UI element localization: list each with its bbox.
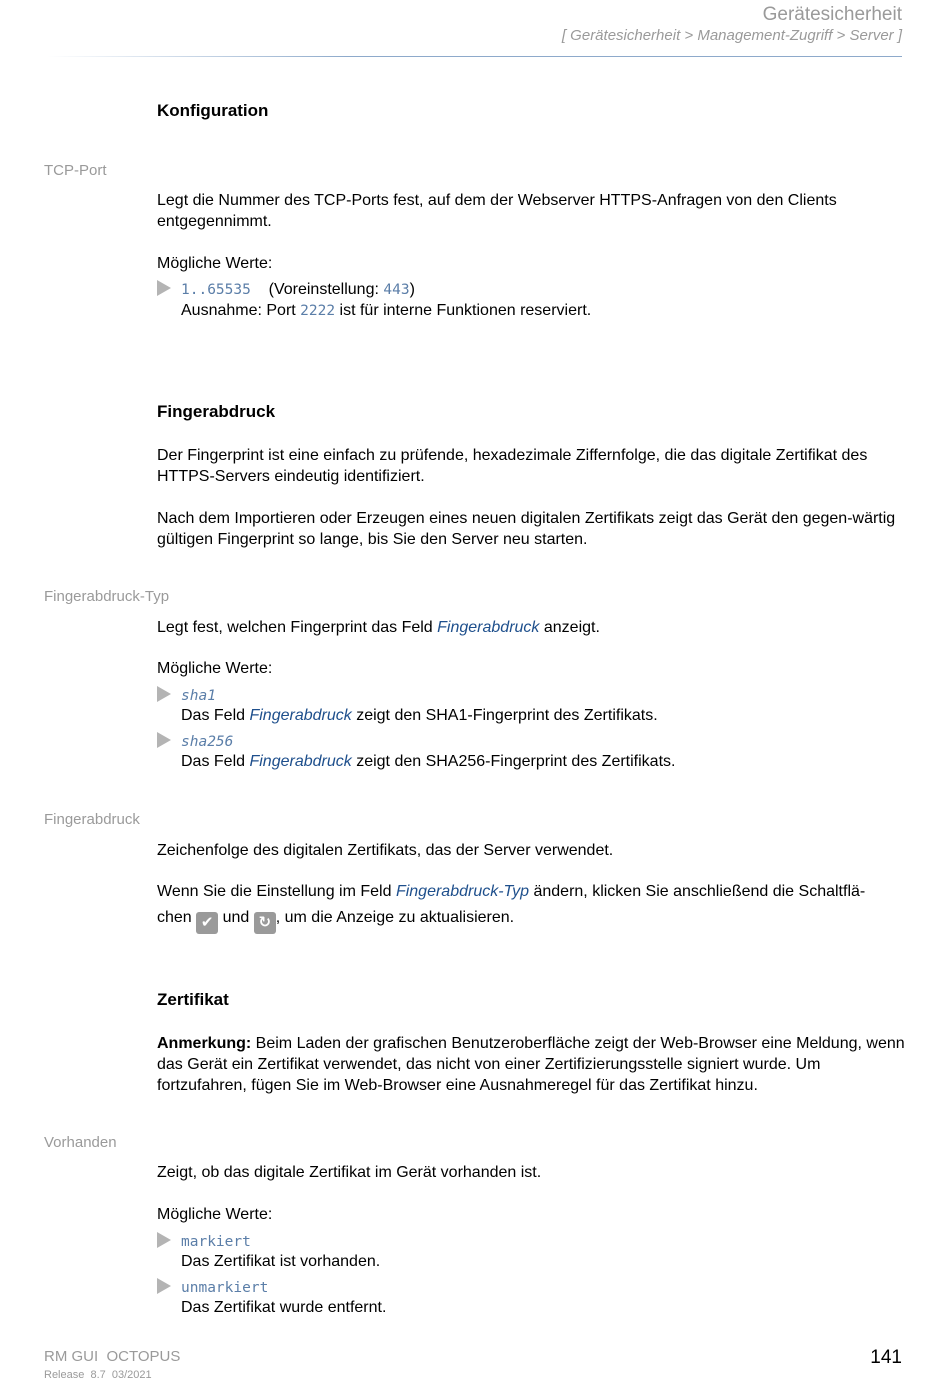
possible-values-label: Mögliche Werte: xyxy=(157,255,273,272)
zertifikat-note xyxy=(157,1033,907,1096)
option-value: markiert xyxy=(181,1234,251,1250)
option-value: sha1 xyxy=(181,688,216,704)
section-heading-zertifikat: Zertifikat xyxy=(157,990,229,1009)
tcp-port-exception xyxy=(181,300,901,322)
fingerabdruck-refresh-note-line1 xyxy=(157,881,907,902)
triangle-bullet-icon xyxy=(157,686,171,702)
option-value-markiert xyxy=(181,1231,901,1253)
default-prefix: (Voreinstellung: xyxy=(268,281,384,298)
checkmark-icon: ✔ xyxy=(196,912,218,934)
desc-suffix: zeigt den SHA256-Fingerprint des Zertifikats. xyxy=(351,753,676,770)
footer-release: Release 8.7 03/2021 xyxy=(44,1369,152,1381)
field-reference: Fingerabdruck-Typ xyxy=(395,883,530,900)
desc-suffix: zeigt den SHA1-Fingerprint des Zertifikats. xyxy=(351,707,658,724)
note-label: Anmerkung: xyxy=(157,1035,252,1052)
fingerabdruck-field-description: Zeichenfolge des digitalen Zertifikats, das der Server verwendet. xyxy=(157,842,614,859)
page-number: 141 xyxy=(870,1347,902,1368)
field-reference: Fingerabdruck xyxy=(249,753,352,770)
option-value-sha1 xyxy=(181,685,901,707)
vorhanden-description: Zeigt, ob das digitale Zertifikat im Gerät vorhanden ist. xyxy=(157,1164,542,1181)
reserved-port-value: 2222 xyxy=(300,303,336,319)
footer-product: RM GUI OCTOPUS xyxy=(44,1348,181,1365)
option-value: unmarkiert xyxy=(181,1280,269,1296)
fingerabdruck-typ-description xyxy=(157,617,907,638)
param-label-vorhanden: Vorhanden xyxy=(44,1134,117,1151)
desc-suffix: anzeigt. xyxy=(539,619,600,636)
option-description: Das Zertifikat ist vorhanden. xyxy=(181,1253,381,1270)
exception-prefix: Ausnahme: Port xyxy=(181,302,301,319)
possible-values-label: Mögliche Werte: xyxy=(157,660,273,677)
tcp-port-range-value: 1..65535 xyxy=(181,282,251,298)
option-value-unmarkiert xyxy=(181,1277,901,1299)
exception-suffix: ist für interne Funktionen reserviert. xyxy=(335,302,592,319)
tcp-port-default-value: 443 xyxy=(383,282,410,298)
note-text: Beim Laden der grafischen Benutzeroberfläche zeigt der Web-Browser eine Meldung, wenn das Gerät ein Zertifikat verwendet, das nicht von einer Zertifizierungsstelle signiert wurde. Um fortzufahren, fügen Sie im Web-Browser eine Ausnahmeregel für das Zertifikat hinzu. xyxy=(157,1035,905,1094)
option-description xyxy=(181,751,901,772)
param-label-fingerabdruck: Fingerabdruck xyxy=(44,811,140,828)
default-suffix: ) xyxy=(409,281,415,298)
option-description xyxy=(181,705,901,726)
note-prefix: Wenn Sie die Einstellung im Feld xyxy=(157,883,396,900)
option-value: sha256 xyxy=(181,734,234,750)
fingerabdruck-intro: Der Fingerprint ist eine einfach zu prüfende, hexadezimale Ziffernfolge, die das digitale Zertifikat des HTTPS-Servers eindeutig identifiziert. xyxy=(157,447,868,485)
desc-prefix: Das Feld xyxy=(181,753,250,770)
note-suffix: , um die Anzeige zu aktualisieren. xyxy=(275,909,515,926)
breadcrumb: [ Gerätesicherheit > Management-Zugriff > Server ] xyxy=(561,27,902,44)
triangle-bullet-icon xyxy=(157,1278,171,1294)
param-label-fingerabdruck-typ: Fingerabdruck-Typ xyxy=(44,588,170,605)
note-line2-prefix: chen xyxy=(157,909,197,926)
field-reference: Fingerabdruck xyxy=(249,707,352,724)
header-divider xyxy=(48,56,902,57)
reload-icon: ↻ xyxy=(254,912,276,934)
note-mid: ändern, klicken Sie anschließend die Schaltflä- xyxy=(529,883,866,900)
option-description: Das Zertifikat wurde entfernt. xyxy=(181,1299,387,1316)
tcp-port-range-item xyxy=(181,279,901,301)
fingerabdruck-refresh-note-line2 xyxy=(157,906,907,934)
triangle-bullet-icon xyxy=(157,732,171,748)
header-title: Gerätesicherheit xyxy=(762,4,902,25)
param-label-tcp-port: TCP-Port xyxy=(44,162,107,179)
desc-prefix: Legt fest, welchen Fingerprint das Feld xyxy=(157,619,438,636)
field-reference: Fingerabdruck xyxy=(437,619,540,636)
section-heading-konfiguration: Konfiguration xyxy=(157,101,269,120)
possible-values-label: Mögliche Werte: xyxy=(157,1206,273,1223)
triangle-bullet-icon xyxy=(157,1232,171,1248)
section-heading-fingerabdruck: Fingerabdruck xyxy=(157,402,276,421)
fingerabdruck-note: Nach dem Importieren oder Erzeugen eines neuen digitalen Zertifikats zeigt das Gerät den gegen-wärtig gültigen Fingerprint so lange, bis Sie den Server neu starten. xyxy=(157,510,896,548)
triangle-bullet-icon xyxy=(157,280,171,296)
tcp-port-description: Legt die Nummer des TCP-Ports fest, auf dem der Webserver HTTPS-Anfragen von den Clients entgegennimmt. xyxy=(157,192,837,230)
desc-prefix: Das Feld xyxy=(181,707,250,724)
option-value-sha256 xyxy=(181,731,901,753)
note-and: und xyxy=(218,909,254,926)
